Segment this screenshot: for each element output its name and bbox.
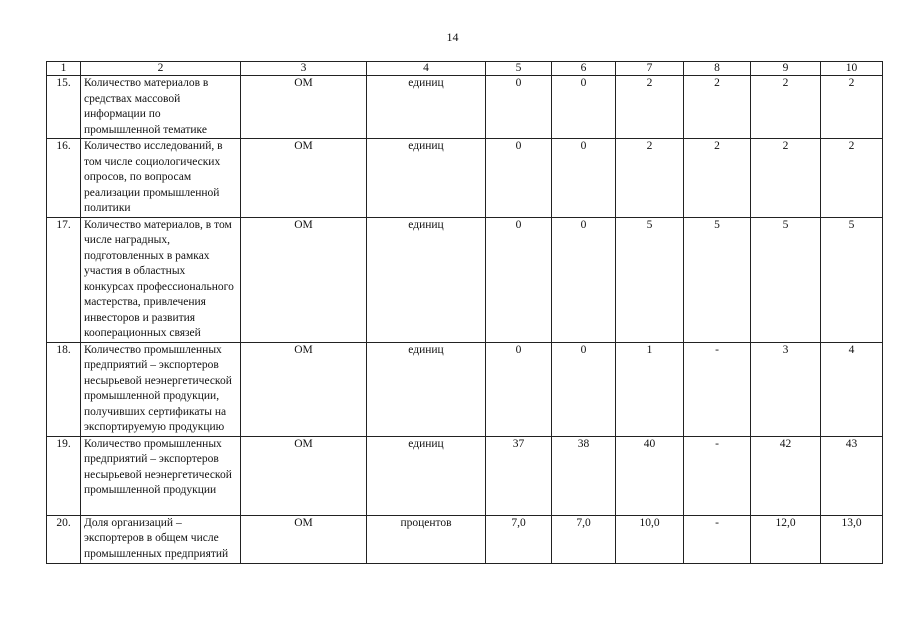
value-col-10: 4 xyxy=(821,342,883,436)
column-header: 1 xyxy=(47,62,81,76)
unit: единиц xyxy=(367,436,486,515)
value-col-7: 2 xyxy=(616,76,684,139)
unit: единиц xyxy=(367,342,486,436)
value-col-10: 13,0 xyxy=(821,515,883,563)
value-col-5: 0 xyxy=(486,76,552,139)
indicator-type: ОМ xyxy=(241,342,367,436)
value-col-7: 2 xyxy=(616,139,684,218)
value-col-6: 0 xyxy=(552,342,616,436)
indicator-name: Количество промышленных предприятий – экспортеров несырьевой неэнергетической промышленной продукции, получивших сертификаты на экспортируемую продукцию xyxy=(81,342,241,436)
value-col-6: 0 xyxy=(552,139,616,218)
page-number: 14 xyxy=(446,30,459,44)
value-col-8: 5 xyxy=(684,217,751,342)
indicator-type: ОМ xyxy=(241,515,367,563)
column-header: 9 xyxy=(751,62,821,76)
value-col-6: 7,0 xyxy=(552,515,616,563)
value-col-7: 5 xyxy=(616,217,684,342)
indicator-name: Количество промышленных предприятий – экспортеров несырьевой неэнергетической промышленной продукции xyxy=(81,436,241,515)
value-col-6: 0 xyxy=(552,76,616,139)
value-col-10: 2 xyxy=(821,139,883,218)
value-col-5: 0 xyxy=(486,342,552,436)
value-col-9: 3 xyxy=(751,342,821,436)
indicator-name: Количество исследований, в том числе социологических опросов, по вопросам реализации промышленной политики xyxy=(81,139,241,218)
column-header: 4 xyxy=(367,62,486,76)
row-number: 16. xyxy=(47,139,81,218)
value-col-10: 5 xyxy=(821,217,883,342)
indicator-name: Доля организаций –экспортеров в общем числе промышленных предприятий xyxy=(81,515,241,563)
table-row xyxy=(47,342,883,436)
column-header: 8 xyxy=(684,62,751,76)
column-header: 6 xyxy=(552,62,616,76)
table-row xyxy=(47,76,883,139)
table-row xyxy=(47,515,883,563)
value-col-5: 0 xyxy=(486,139,552,218)
table-row xyxy=(47,139,883,218)
value-col-8: - xyxy=(684,342,751,436)
value-col-9: 2 xyxy=(751,76,821,139)
value-col-6: 38 xyxy=(552,436,616,515)
value-col-7: 10,0 xyxy=(616,515,684,563)
value-col-9: 5 xyxy=(751,217,821,342)
row-number: 17. xyxy=(47,217,81,342)
value-col-6: 0 xyxy=(552,217,616,342)
unit: процентов xyxy=(367,515,486,563)
column-header: 5 xyxy=(486,62,552,76)
indicator-type: ОМ xyxy=(241,436,367,515)
indicator-type: ОМ xyxy=(241,139,367,218)
indicator-name: Количество материалов, в том числе наградных, подготовленных в рамках участия в областных конкурсах профессионального мастерства, привлечения инвесторов и развития кооперационных связей xyxy=(81,217,241,342)
value-col-5: 37 xyxy=(486,436,552,515)
column-header: 7 xyxy=(616,62,684,76)
row-number: 18. xyxy=(47,342,81,436)
indicator-type: ОМ xyxy=(241,217,367,342)
column-header: 2 xyxy=(81,62,241,76)
indicators-table xyxy=(46,61,883,564)
unit: единиц xyxy=(367,217,486,342)
value-col-10: 2 xyxy=(821,76,883,139)
table-header-row xyxy=(47,62,883,76)
unit: единиц xyxy=(367,139,486,218)
row-number: 19. xyxy=(47,436,81,515)
table-row xyxy=(47,217,883,342)
column-header: 3 xyxy=(241,62,367,76)
value-col-7: 1 xyxy=(616,342,684,436)
indicator-type: ОМ xyxy=(241,76,367,139)
value-col-10: 43 xyxy=(821,436,883,515)
value-col-9: 42 xyxy=(751,436,821,515)
row-number: 20. xyxy=(47,515,81,563)
value-col-5: 0 xyxy=(486,217,552,342)
value-col-9: 12,0 xyxy=(751,515,821,563)
value-col-8: - xyxy=(684,436,751,515)
value-col-8: 2 xyxy=(684,76,751,139)
value-col-8: - xyxy=(684,515,751,563)
value-col-9: 2 xyxy=(751,139,821,218)
value-col-8: 2 xyxy=(684,139,751,218)
table-row xyxy=(47,436,883,515)
unit: единиц xyxy=(367,76,486,139)
indicator-name: Количество материалов в средствах массовой информации по промышленной тематике xyxy=(81,76,241,139)
row-number: 15. xyxy=(47,76,81,139)
value-col-7: 40 xyxy=(616,436,684,515)
value-col-5: 7,0 xyxy=(486,515,552,563)
column-header: 10 xyxy=(821,62,883,76)
